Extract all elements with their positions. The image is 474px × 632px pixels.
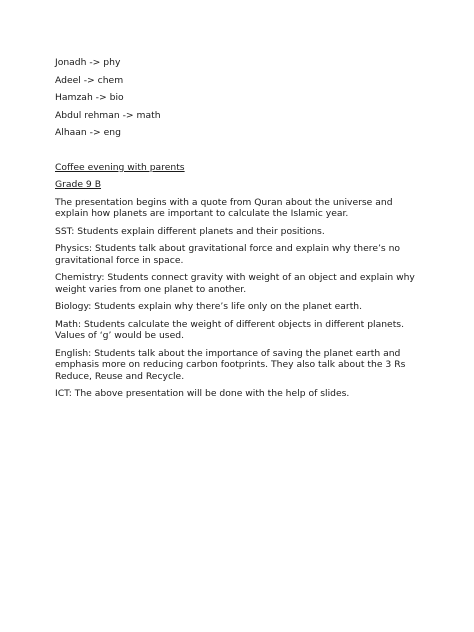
grade-heading: Grade 9 B (55, 179, 102, 190)
assignment-line: Alhaan -> eng (55, 127, 121, 138)
ict-paragraph: ICT: The above presentation will be done with the help of slides. (55, 388, 350, 399)
section-spacer (55, 145, 425, 162)
math-paragraph: Math: Students calculate the weight of different objects in different planets. Values of ‘g’ would be used. (55, 318, 405, 341)
assignment-line: Adeel -> chem (55, 74, 124, 86)
event-title: Coffee evening with parents (55, 161, 185, 173)
assignment-line: Jonadh -> phy (55, 57, 121, 68)
intro-paragraph: The presentation begins with a quote from Quran about the universe and explain how planets are important to calculate the Islamic year. (55, 196, 393, 219)
chemistry-paragraph: Chemistry: Students connect gravity with weight of an object and explain why weight varies from one planet to another. (55, 272, 415, 295)
presentation-paragraphs (55, 197, 425, 400)
document-body (55, 57, 425, 406)
assignment-line: Hamzah -> bio (55, 92, 124, 103)
biology-paragraph: Biology: Students explain why there’s life only on the planet earth. (55, 301, 363, 312)
physics-paragraph: Physics: Students talk about gravitational force and explain why there’s no gravitational force in space. (55, 243, 401, 266)
assignment-list (55, 57, 425, 139)
sst-paragraph: SST: Students explain different planets and their positions. (55, 225, 325, 237)
assignment-line: Abdul rehman -> math (55, 109, 161, 121)
english-paragraph: English: Students talk about the importance of saving the planet earth and emphasis more on reducing carbon footprints. They also talk about the 3 Rs Reduce, Reuse and Recycle. (55, 347, 406, 382)
